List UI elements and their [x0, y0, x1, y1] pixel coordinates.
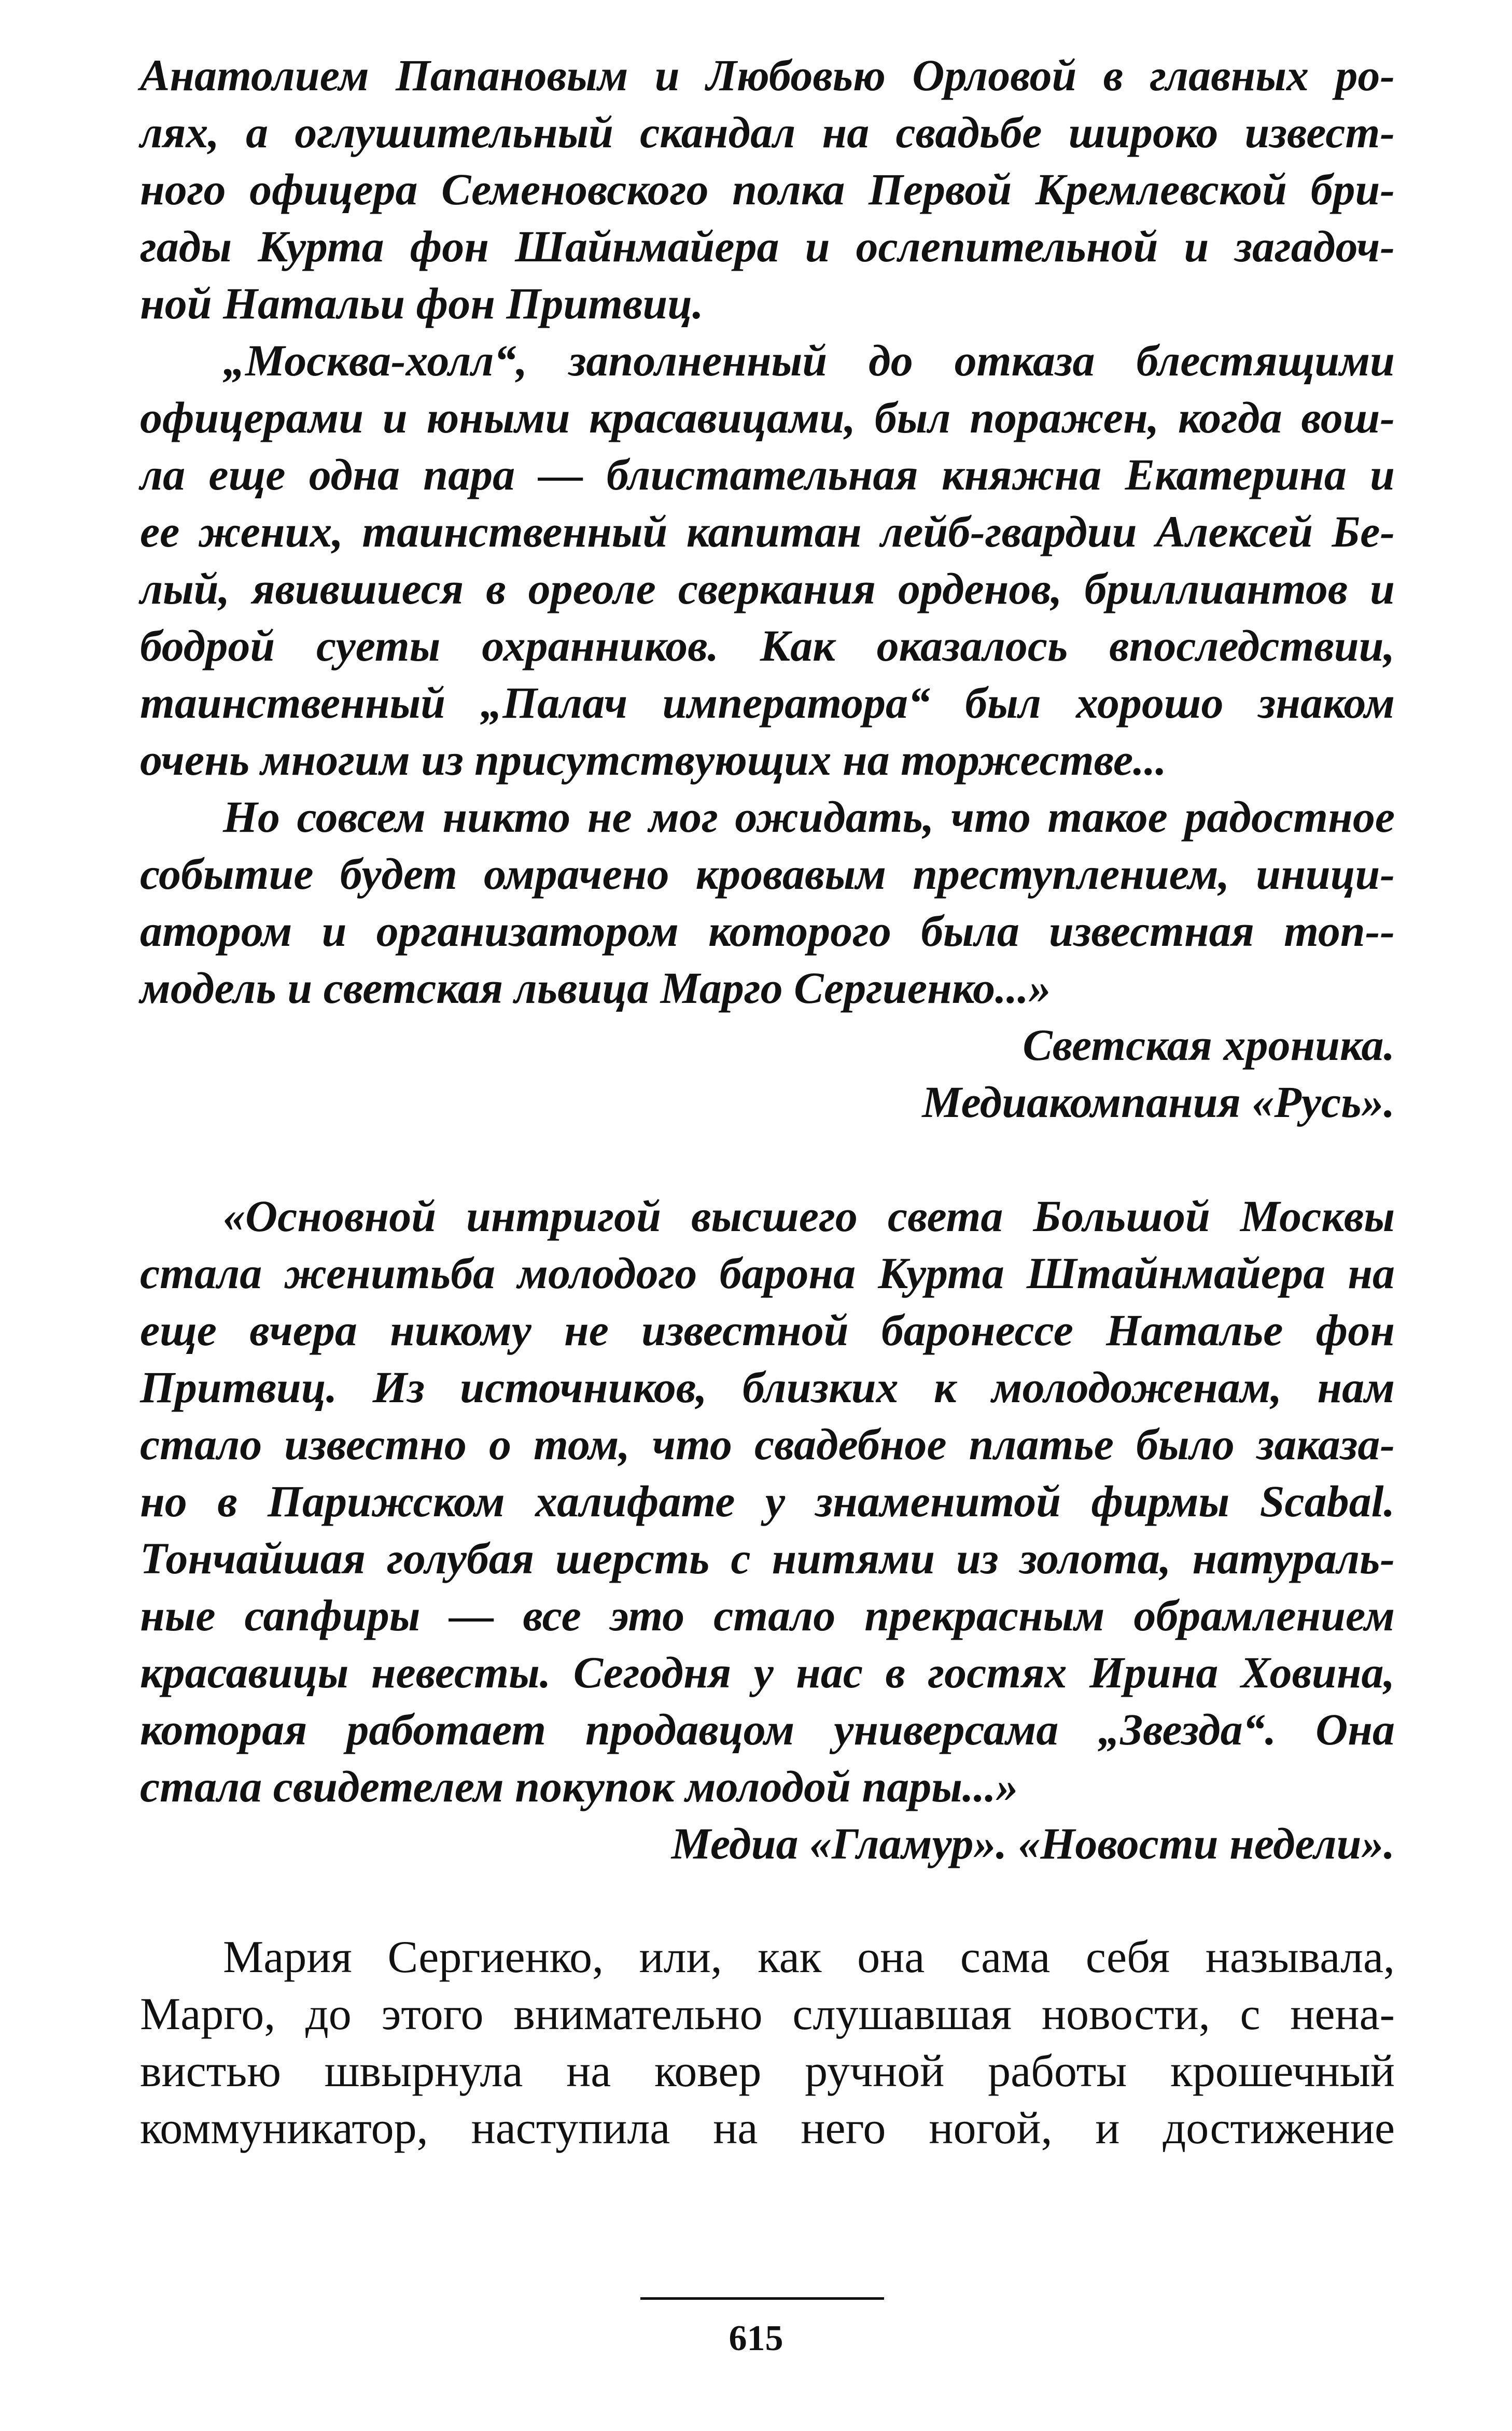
text-line: лях, а оглушительный скандал на свадьбе широко извест-: [140, 107, 1395, 157]
text-line: гады Курта фон Шайнмайера и ослепительной и загадоч-: [140, 221, 1395, 271]
text-line: которая работает продавцом универсама „Звезда“. Она: [140, 1705, 1395, 1754]
text-line: бодрой суеты охранников. Как оказалось впоследствии,: [140, 621, 1395, 670]
text-line: ее жених, таинственный капитан лейб-гвардии Алексей Бе-: [140, 507, 1395, 556]
text-line: очень многим из присутствующих на торжестве...: [140, 735, 1167, 785]
text-line: ла еще одна пара — блистательная княжна Екатерина и: [140, 450, 1395, 499]
text-line: красавицы невесты. Сегодня у нас в гостях Ирина Ховина,: [140, 1647, 1395, 1697]
text-line: офицерами и юными красавицами, был поражен, когда вош-: [140, 393, 1395, 442]
text-line: событие будет омрачено кровавым преступлением, иници-: [140, 849, 1395, 899]
text-line: Тончайшая голубая шерсть с нитями из золота, натураль-: [140, 1533, 1395, 1583]
signature-1: [140, 1016, 1395, 1130]
footer-rule: [640, 2297, 884, 2300]
text-line: Но совсем никто не мог ожидать, что такое радостное: [223, 792, 1395, 842]
text-line: таинственный „Палач императора“ был хорошо знаком: [140, 678, 1395, 728]
signature-line: Светская хроника.: [1023, 1020, 1395, 1070]
quote-paragraph-4: [140, 1187, 1395, 1815]
text-line: атором и организатором которого была известная топ--: [140, 906, 1395, 956]
text-line: ного офицера Семеновского полка Первой Кремлевской бри-: [140, 164, 1395, 214]
section-gap: [140, 1130, 1395, 1187]
text-line: лый, явившиеся в ореоле сверкания орденов, бриллиантов и: [140, 564, 1395, 613]
text-line: стала свидетелем покупок молодой пары...»: [140, 1762, 1018, 1811]
text-line: ной Натальи фон Притвиц.: [140, 278, 704, 328]
text-line: коммуникатор, наступила на него ногой, и достижение: [140, 2103, 1395, 2154]
text-line: «Основной интригой высшего света Большой Москвы: [223, 1191, 1395, 1241]
text-line: „Москва-холл“, заполненный до отказа блестящими: [223, 336, 1395, 385]
text-line: вистью швырнула на ковер ручной работы крошечный: [140, 2046, 1395, 2097]
text-line: модель и светская львица Марго Сергиенко...»: [140, 963, 1051, 1013]
text-line: ные сапфиры — все это стало прекрасным обрамлением: [140, 1590, 1395, 1640]
body-paragraph: [140, 1929, 1395, 2157]
signature-line: Медиа «Гламур». «Новости недели».: [671, 1819, 1395, 1868]
text-line: но в Парижском халифате у знаменитой фирмы Scabal.: [140, 1476, 1395, 1526]
quote-paragraph-1: [140, 47, 1395, 332]
signature-line: Медиакомпания «Русь».: [922, 1077, 1395, 1127]
quote-paragraph-2: [140, 332, 1395, 788]
text-line: стало известно о том, что свадебное платье было заказа-: [140, 1419, 1395, 1469]
text-line: еще вчера никому не известной баронессе Наталье фон: [140, 1305, 1395, 1355]
text-line: Притвиц. Из источников, близких к молодоженам, нам: [140, 1362, 1395, 1412]
quote-paragraph-3: [140, 788, 1395, 1016]
signature-2: [140, 1815, 1395, 1872]
text-line: Марго, до этого внимательно слушавшая новости, с нена-: [140, 1989, 1395, 2039]
text-line: Анатолием Папановым и Любовью Орловой в главных ро-: [140, 50, 1395, 100]
text-line: стала женитьба молодого барона Курта Штайнмайера на: [140, 1248, 1395, 1298]
text-line: Мария Сергиенко, или, как она сама себя называла,: [223, 1932, 1395, 1982]
page-number: 615: [729, 2318, 783, 2358]
section-gap: [140, 1872, 1395, 1929]
page-text: [140, 47, 1395, 2157]
